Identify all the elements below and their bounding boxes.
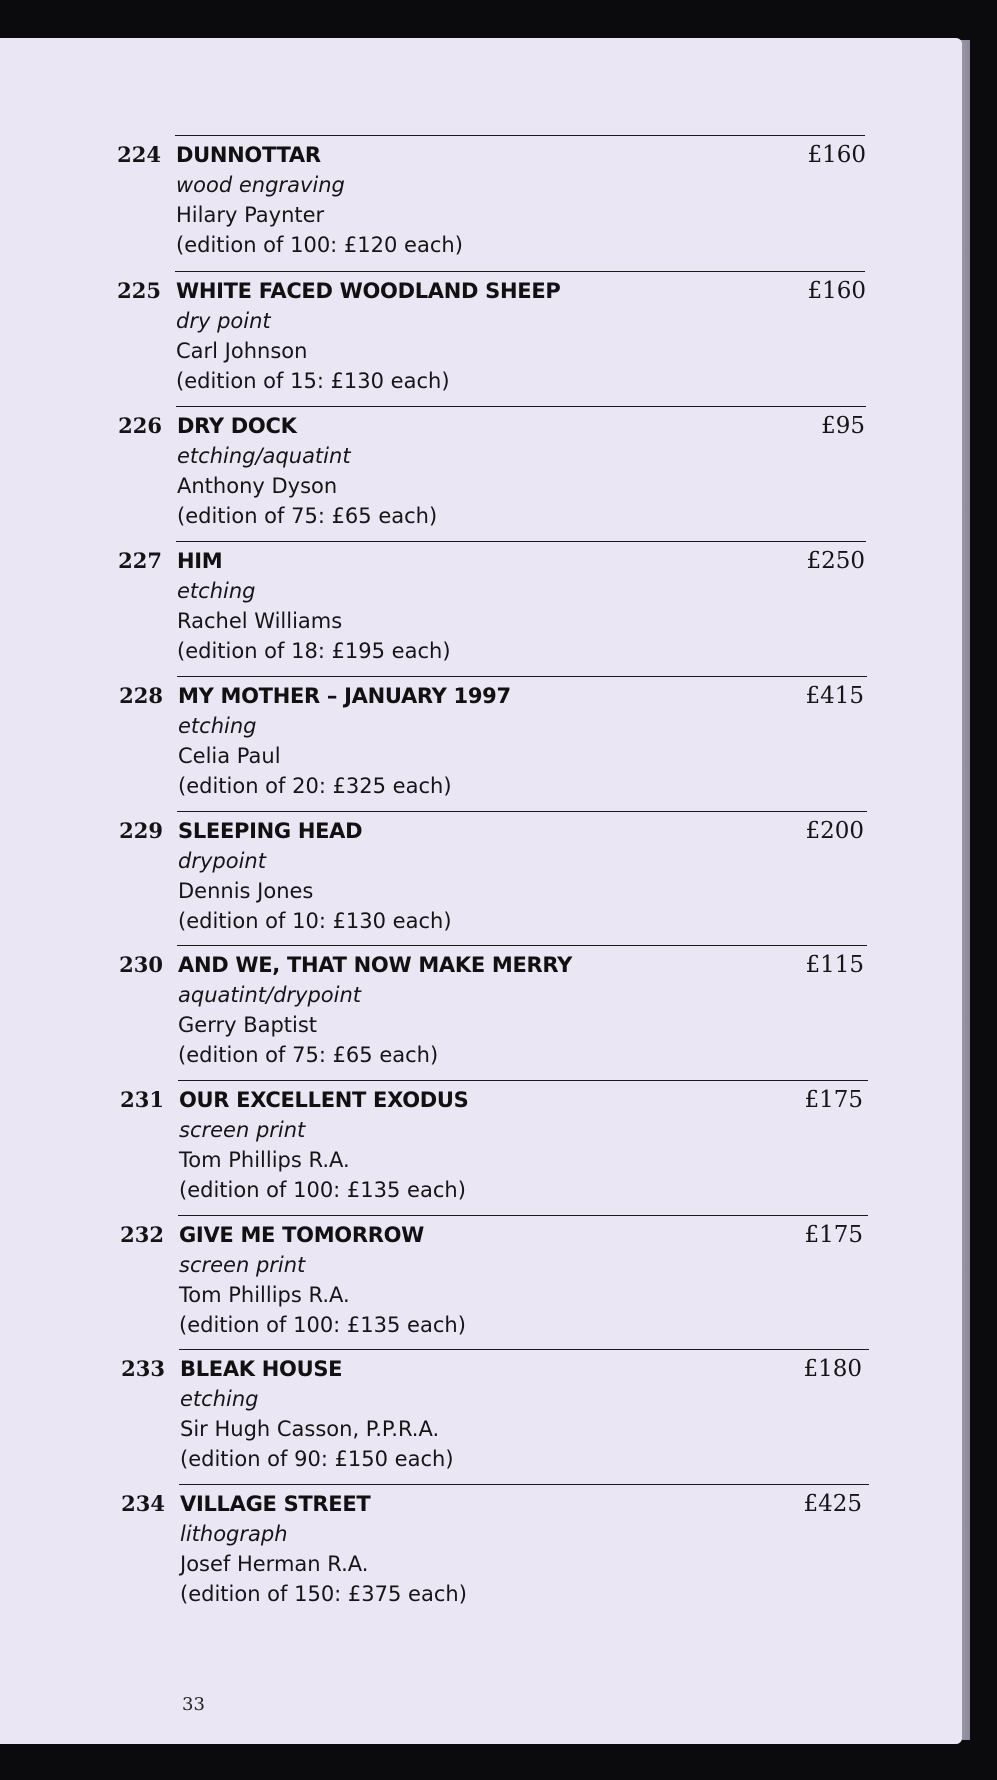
entry-edition: (edition of 100: £135 each) xyxy=(179,1313,466,1337)
entry-number: 232 xyxy=(120,1222,164,1247)
entry-title: OUR EXCELLENT EXODUS xyxy=(179,1088,469,1112)
entry-medium: etching/aquatint xyxy=(177,444,351,468)
entry-divider xyxy=(179,1484,869,1485)
entry-edition: (edition of 75: £65 each) xyxy=(178,1043,439,1067)
entry-edition: (edition of 18: £195 each) xyxy=(177,639,451,663)
entry-number: 227 xyxy=(118,548,162,573)
entry-artist: Tom Phillips R.A. xyxy=(179,1148,350,1172)
entry-price: £160 xyxy=(807,278,866,304)
entry-divider xyxy=(176,541,866,542)
entry-medium: etching xyxy=(177,579,256,603)
entry-medium: screen print xyxy=(179,1253,306,1277)
entry-price: £425 xyxy=(803,1491,862,1517)
entry-title: SLEEPING HEAD xyxy=(178,819,363,843)
entry-number: 230 xyxy=(119,952,163,977)
entry-edition: (edition of 150: £375 each) xyxy=(180,1582,467,1606)
entry-number: 228 xyxy=(119,683,163,708)
entry-price: £175 xyxy=(804,1087,863,1113)
entry-title: DUNNOTTAR xyxy=(176,143,321,167)
entry-price: £115 xyxy=(805,952,864,978)
entry-number: 225 xyxy=(117,278,161,303)
entry-divider xyxy=(179,1349,869,1350)
entry-artist: Anthony Dyson xyxy=(177,474,338,498)
entry-title: DRY DOCK xyxy=(177,414,297,438)
entry-details xyxy=(180,1489,740,1609)
catalogue-entry xyxy=(0,504,962,663)
entry-artist: Celia Paul xyxy=(178,744,281,768)
entry-number: 229 xyxy=(119,818,163,843)
entry-divider xyxy=(177,811,867,812)
entry-number: 234 xyxy=(121,1491,165,1516)
entry-medium: screen print xyxy=(179,1118,306,1142)
entry-number: 224 xyxy=(117,142,161,167)
catalogue-entry xyxy=(0,908,962,1067)
entry-medium: drypoint xyxy=(178,849,266,873)
entry-divider xyxy=(178,1215,868,1216)
entry-title: HIM xyxy=(177,549,223,573)
entry-artist: Sir Hugh Casson, P.P.R.A. xyxy=(180,1417,440,1441)
entry-artist: Rachel Williams xyxy=(177,609,343,633)
entry-divider xyxy=(178,1080,868,1081)
entry-title: VILLAGE STREET xyxy=(180,1492,371,1516)
entry-edition: (edition of 90: £150 each) xyxy=(180,1447,454,1471)
entry-edition: (edition of 100: £120 each) xyxy=(176,233,463,257)
entry-price: £175 xyxy=(804,1222,863,1248)
catalogue-entry xyxy=(0,774,962,933)
entry-price: £160 xyxy=(807,142,866,168)
entry-number: 233 xyxy=(121,1356,165,1381)
entry-edition: (edition of 15: £130 each) xyxy=(176,369,450,393)
entry-number: 231 xyxy=(120,1087,164,1112)
entry-title: AND WE, THAT NOW MAKE MERRY xyxy=(178,953,573,977)
entry-price: £95 xyxy=(821,413,865,439)
entry-price: £250 xyxy=(806,548,865,574)
catalogue-entry xyxy=(0,98,962,257)
catalogue-entry xyxy=(0,1447,962,1606)
entry-medium: lithograph xyxy=(180,1522,288,1546)
entry-medium: wood engraving xyxy=(176,173,345,197)
entry-divider xyxy=(177,945,867,946)
entry-medium: etching xyxy=(178,714,257,738)
entry-artist: Tom Phillips R.A. xyxy=(179,1283,350,1307)
entry-artist: Carl Johnson xyxy=(176,339,308,363)
entry-title: BLEAK HOUSE xyxy=(180,1357,343,1381)
entry-artist: Dennis Jones xyxy=(178,879,314,903)
entry-title: GIVE ME TOMORROW xyxy=(179,1223,424,1247)
entry-title: MY MOTHER – JANUARY 1997 xyxy=(178,684,511,708)
entry-divider xyxy=(175,135,865,136)
catalogue-entry xyxy=(0,1178,962,1337)
entry-divider xyxy=(176,406,866,407)
entry-edition: (edition of 10: £130 each) xyxy=(178,909,452,933)
entry-medium: etching xyxy=(180,1387,259,1411)
entry-artist: Gerry Baptist xyxy=(178,1013,318,1037)
catalogue-entry xyxy=(0,639,962,798)
entry-edition: (edition of 100: £135 each) xyxy=(179,1178,466,1202)
entry-divider xyxy=(175,271,865,272)
entry-price: £180 xyxy=(803,1356,862,1382)
catalogue-entry xyxy=(0,1043,962,1202)
entry-artist: Hilary Paynter xyxy=(176,203,325,227)
entry-number: 226 xyxy=(118,413,162,438)
entry-price: £200 xyxy=(805,818,864,844)
entry-title: WHITE FACED WOODLAND SHEEP xyxy=(176,279,561,303)
entry-price: £415 xyxy=(805,683,864,709)
catalogue-entry xyxy=(0,369,962,528)
entry-artist: Josef Herman R.A. xyxy=(180,1552,369,1576)
entry-medium: dry point xyxy=(176,309,271,333)
page-number: 33 xyxy=(182,1694,205,1715)
catalogue-entry xyxy=(0,1312,962,1471)
entry-divider xyxy=(177,676,867,677)
entry-edition: (edition of 20: £325 each) xyxy=(178,774,452,798)
entry-medium: aquatint/drypoint xyxy=(178,983,362,1007)
entry-edition: (edition of 75: £65 each) xyxy=(177,504,438,528)
catalogue-entry xyxy=(0,234,962,393)
catalogue-page xyxy=(0,38,962,1744)
